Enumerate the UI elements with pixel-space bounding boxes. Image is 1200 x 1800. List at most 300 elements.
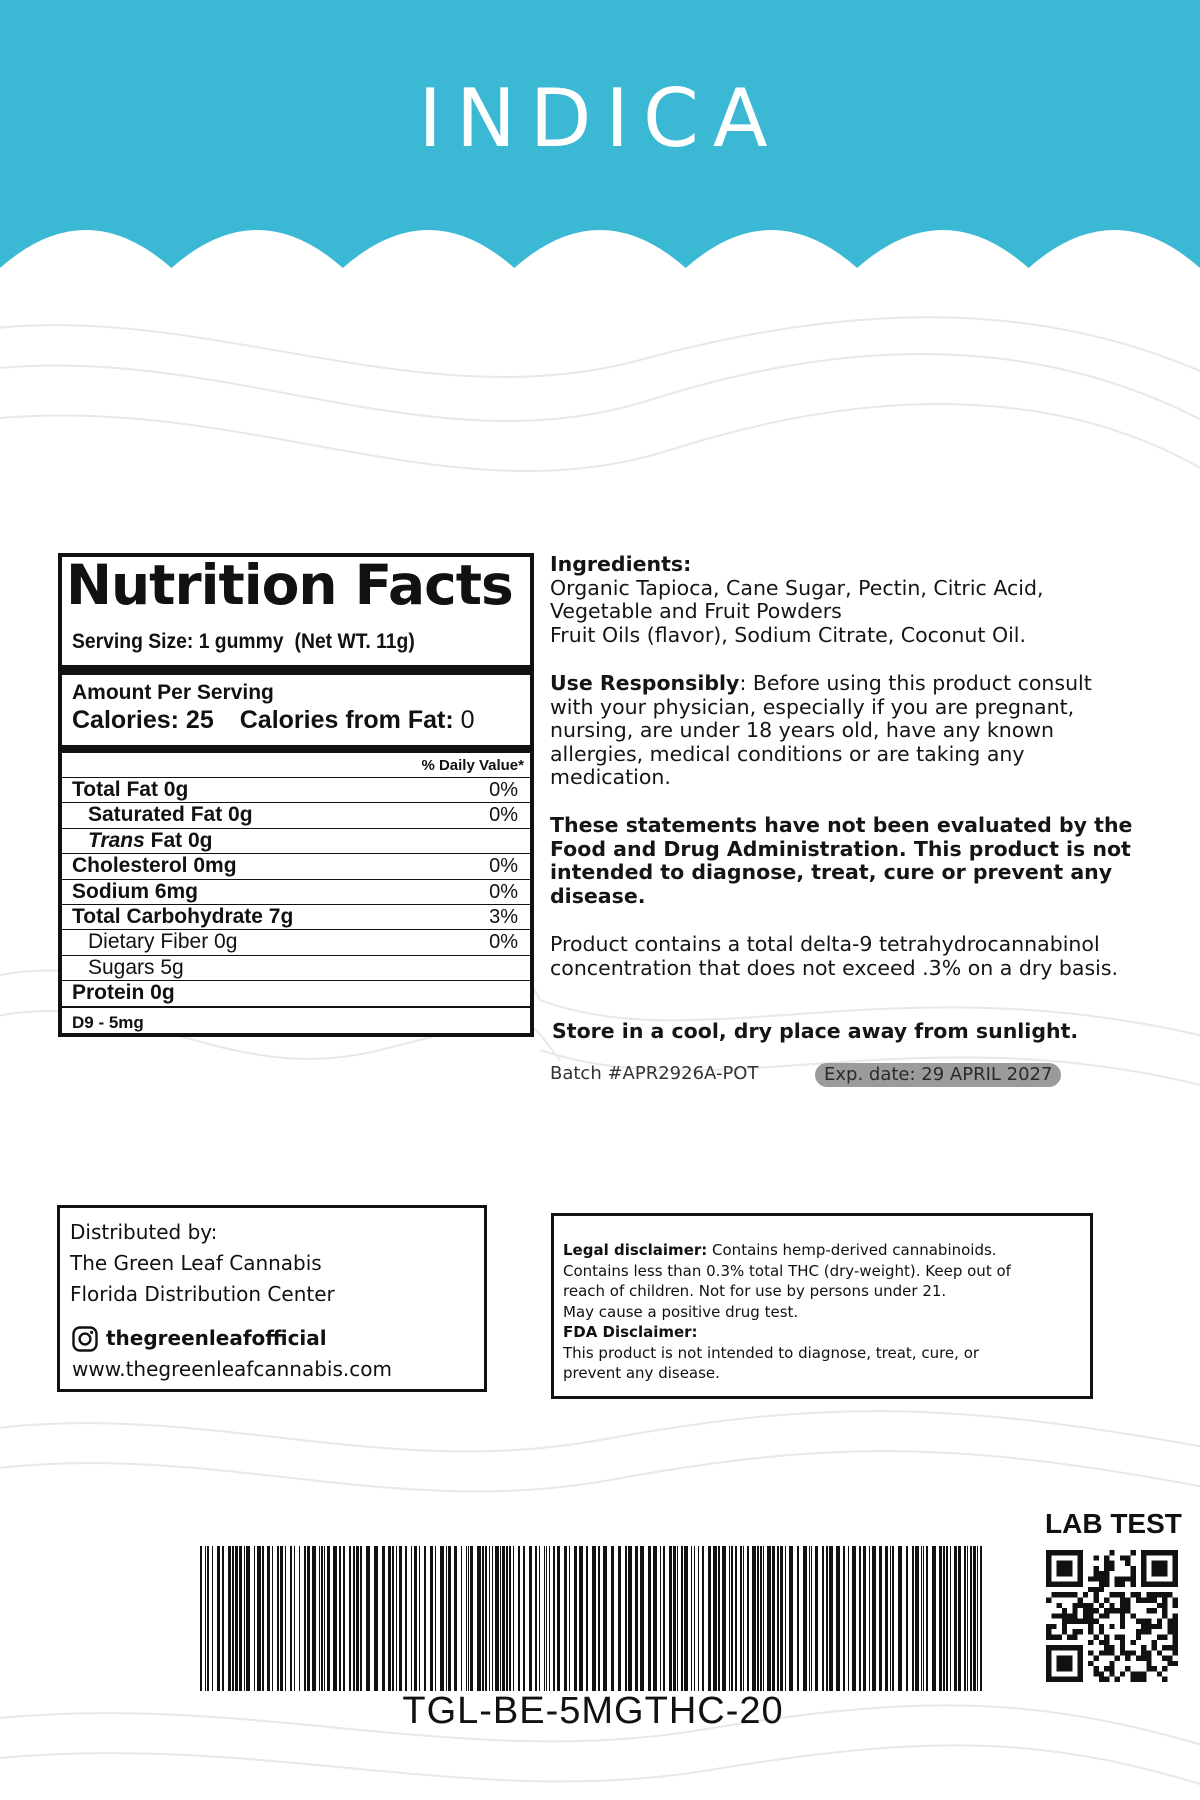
qr-module — [1141, 1598, 1146, 1603]
qr-module — [1046, 1561, 1051, 1566]
qr-module — [1067, 1645, 1072, 1650]
qr-module — [1088, 1613, 1093, 1618]
qr-code-icon[interactable] — [1046, 1550, 1178, 1682]
qr-module — [1078, 1576, 1083, 1581]
qr-module — [1062, 1613, 1067, 1618]
barcode-bar — [448, 1546, 451, 1691]
barcode-bar — [708, 1546, 711, 1691]
qr-module — [1088, 1587, 1093, 1592]
barcode-bar — [973, 1546, 976, 1691]
qr-module — [1115, 1634, 1120, 1639]
qr-module — [1141, 1571, 1146, 1576]
barcode-bar — [640, 1546, 644, 1691]
barcode-bar — [579, 1546, 583, 1691]
ingredients-heading: Ingredients: — [550, 552, 692, 576]
qr-module — [1141, 1555, 1146, 1560]
qr-module — [1062, 1561, 1067, 1566]
qr-module — [1046, 1550, 1051, 1555]
barcode-bar — [789, 1546, 793, 1691]
qr-module — [1157, 1571, 1162, 1576]
qr-module — [1083, 1603, 1088, 1608]
qr-module — [1125, 1603, 1130, 1608]
qr-module — [1099, 1603, 1104, 1608]
qr-module — [1167, 1582, 1172, 1587]
barcode-bar — [470, 1546, 473, 1691]
amount-per-serving: Amount Per Serving — [72, 681, 274, 704]
qr-module — [1057, 1603, 1062, 1608]
batch-number: Batch #APR2926A-POT — [550, 1063, 759, 1084]
barcode-bar — [757, 1546, 759, 1691]
qr-module — [1109, 1666, 1114, 1671]
qr-module — [1088, 1624, 1093, 1629]
ingredients-block — [550, 553, 1140, 647]
nutrient-row-saturated-fat: Saturated Fat 0g 0% — [62, 802, 530, 827]
barcode-bar — [603, 1546, 607, 1691]
barcode-bar — [324, 1546, 325, 1691]
barcode-bar — [826, 1546, 828, 1691]
qr-module — [1146, 1582, 1151, 1587]
calories-fat-value: 0 — [460, 706, 475, 734]
qr-module — [1067, 1677, 1072, 1682]
use-responsibly-heading: Use Responsibly — [550, 671, 740, 695]
qr-module — [1109, 1645, 1114, 1650]
qr-module — [1078, 1561, 1083, 1566]
barcode-bar — [967, 1546, 968, 1691]
instagram-icon[interactable] — [72, 1326, 98, 1352]
barcode-bar — [625, 1546, 627, 1691]
qr-module — [1173, 1640, 1178, 1645]
barcode-bar — [660, 1546, 661, 1691]
qr-module — [1099, 1587, 1104, 1592]
barcode-bar — [848, 1546, 849, 1691]
instagram-handle-link[interactable]: thegreenleafofficial — [106, 1326, 327, 1350]
barcode-bar — [735, 1546, 737, 1691]
qr-module — [1072, 1608, 1077, 1613]
nutrient-row-total-fat: Total Fat 0g 0% — [62, 777, 530, 802]
qr-module — [1046, 1582, 1051, 1587]
barcode-bar — [760, 1546, 762, 1691]
barcode-bar — [290, 1546, 292, 1691]
qr-module — [1120, 1613, 1125, 1618]
qr-module — [1062, 1619, 1067, 1624]
qr-module — [1152, 1592, 1157, 1597]
qr-module — [1136, 1656, 1141, 1661]
qr-module — [1109, 1603, 1114, 1608]
qr-module — [1083, 1608, 1088, 1613]
qr-module — [1067, 1656, 1072, 1661]
qr-module — [1141, 1671, 1146, 1676]
qr-module — [1072, 1645, 1077, 1650]
barcode-bar — [492, 1546, 493, 1691]
website-link[interactable]: www.thegreenleafcannabis.com — [72, 1357, 392, 1381]
barcode-bar — [592, 1546, 596, 1691]
qr-module — [1173, 1550, 1178, 1555]
qr-module — [1083, 1619, 1088, 1624]
barcode-bar — [943, 1546, 945, 1691]
barcode-bar — [915, 1546, 919, 1691]
distributor-heading: Distributed by: — [70, 1220, 218, 1244]
qr-module — [1141, 1619, 1146, 1624]
qr-module — [1078, 1645, 1083, 1650]
qr-module — [1046, 1624, 1051, 1629]
barcode-bar — [468, 1546, 469, 1691]
qr-module — [1088, 1576, 1093, 1581]
barcode-bar — [809, 1546, 810, 1691]
barcode-bar — [392, 1546, 394, 1691]
barcode-bar — [277, 1546, 279, 1691]
barcode-bar — [939, 1546, 942, 1691]
qr-module — [1046, 1666, 1051, 1671]
qr-module — [1141, 1561, 1146, 1566]
ingredients-line: Vegetable and Fruit Powders — [550, 599, 842, 623]
qr-module — [1173, 1629, 1178, 1634]
qr-module — [1125, 1650, 1130, 1655]
barcode-bar — [836, 1546, 840, 1691]
barcode-bar — [419, 1546, 420, 1691]
qr-module — [1046, 1634, 1051, 1639]
qr-module — [1078, 1661, 1083, 1666]
barcode-bar — [767, 1546, 771, 1691]
qr-module — [1115, 1592, 1120, 1597]
qr-module — [1051, 1613, 1056, 1618]
barcode-bar — [446, 1546, 447, 1691]
barcode-bar — [763, 1546, 764, 1691]
barcode-bar — [950, 1546, 951, 1691]
qr-module — [1072, 1613, 1077, 1618]
qr-module — [1094, 1555, 1099, 1560]
net-weight-text: (Net WT. 11g) — [294, 630, 415, 653]
qr-module — [1062, 1661, 1067, 1666]
ingredients-line: Organic Tapioca, Cane Sugar, Pectin, Citric Acid, — [550, 575, 1044, 600]
expiry-date-badge: Exp. date: 29 APRIL 2027 — [815, 1063, 1061, 1087]
barcode-bar — [618, 1546, 621, 1691]
qr-module — [1051, 1592, 1056, 1597]
barcode-bar — [239, 1546, 242, 1691]
barcode-bar — [333, 1546, 337, 1691]
barcode-bar — [843, 1546, 845, 1691]
barcode-bar — [294, 1546, 295, 1691]
qr-module — [1152, 1561, 1157, 1566]
barcode-bar — [353, 1546, 355, 1691]
barcode-bar — [977, 1546, 978, 1691]
qr-module — [1078, 1677, 1083, 1682]
barcode-bar — [872, 1546, 876, 1691]
qr-module — [1099, 1576, 1104, 1581]
qr-module — [1046, 1650, 1051, 1655]
qr-module — [1167, 1661, 1172, 1666]
barcode-bar — [681, 1546, 683, 1691]
qr-module — [1130, 1640, 1135, 1645]
qr-module — [1162, 1582, 1167, 1587]
qr-module — [1067, 1561, 1072, 1566]
barcode-bar — [477, 1546, 481, 1691]
barcode-bar — [272, 1546, 273, 1691]
barcode-bar — [729, 1546, 730, 1691]
barcode-bar — [553, 1546, 555, 1691]
qr-module — [1057, 1661, 1062, 1666]
barcode-bar — [946, 1546, 948, 1691]
delta9-statement-block — [550, 933, 1140, 980]
qr-module — [1146, 1629, 1151, 1634]
qr-module — [1146, 1650, 1151, 1655]
qr-module — [1099, 1640, 1104, 1645]
barcode-bar — [980, 1546, 982, 1691]
qr-module — [1146, 1656, 1151, 1661]
qr-module — [1046, 1598, 1051, 1603]
barcode-bar — [752, 1546, 756, 1691]
use-responsibly-text: : Before using this product consult with your physician, especially if you are pregnant, nursing, are under 18 years old, have any known allergies, medical conditions or are taking any medication. — [550, 671, 1092, 789]
qr-module — [1146, 1550, 1151, 1555]
qr-module — [1067, 1661, 1072, 1666]
qr-module — [1109, 1624, 1114, 1629]
barcode-bar — [648, 1546, 651, 1691]
qr-module — [1130, 1582, 1135, 1587]
barcode-bar — [713, 1546, 717, 1691]
use-responsibly-block — [550, 672, 1140, 790]
qr-module — [1109, 1608, 1114, 1613]
barcode-bar — [312, 1546, 316, 1691]
storage-text: Store in a cool, dry place away from sunlight. — [552, 1019, 1079, 1043]
qr-module — [1057, 1571, 1062, 1576]
qr-module — [1072, 1603, 1077, 1608]
barcode-bar — [262, 1546, 264, 1691]
qr-module — [1088, 1619, 1093, 1624]
barcode-bar — [747, 1546, 749, 1691]
barcode-bar — [702, 1546, 704, 1691]
qr-module — [1078, 1619, 1083, 1624]
qr-module — [1120, 1645, 1125, 1650]
barcode-bar — [366, 1546, 370, 1691]
qr-module — [1162, 1634, 1167, 1639]
thick-divider — [62, 745, 530, 753]
qr-module — [1141, 1624, 1146, 1629]
qr-module — [1109, 1561, 1114, 1566]
qr-module — [1088, 1603, 1093, 1608]
qr-module — [1057, 1592, 1062, 1597]
qr-module — [1062, 1592, 1067, 1597]
qr-module — [1152, 1550, 1157, 1555]
qr-module — [1104, 1555, 1109, 1560]
qr-module — [1072, 1592, 1077, 1597]
qr-module — [1104, 1598, 1109, 1603]
qr-module — [1094, 1598, 1099, 1603]
qr-module — [1104, 1613, 1109, 1618]
barcode-bar — [932, 1546, 936, 1691]
qr-module — [1162, 1613, 1167, 1618]
barcode-bar — [435, 1546, 436, 1691]
qr-module — [1051, 1677, 1056, 1682]
barcode-bar — [339, 1546, 341, 1691]
qr-module — [1130, 1576, 1135, 1581]
qr-module — [1125, 1576, 1130, 1581]
qr-module — [1051, 1624, 1056, 1629]
qr-module — [1057, 1645, 1062, 1650]
fda-disclaimer-heading: FDA Disclaimer: — [563, 1323, 698, 1341]
barcode-bar — [772, 1546, 775, 1691]
qr-module — [1157, 1634, 1162, 1639]
qr-module — [1120, 1608, 1125, 1613]
barcode-bar — [797, 1546, 799, 1691]
calories-value: Calories: 25 — [72, 706, 214, 734]
qr-module — [1094, 1634, 1099, 1639]
barcode-bar — [440, 1546, 444, 1691]
qr-module — [1136, 1634, 1141, 1639]
barcode-bar — [859, 1546, 861, 1691]
qr-module — [1051, 1645, 1056, 1650]
qr-module — [1062, 1666, 1067, 1671]
qr-module — [1162, 1645, 1167, 1650]
barcode-bar — [212, 1546, 213, 1691]
qr-module — [1057, 1666, 1062, 1671]
barcode-bar — [740, 1546, 742, 1691]
barcode-bar — [653, 1546, 657, 1691]
barcode-bar — [544, 1546, 545, 1691]
qr-module — [1078, 1566, 1083, 1571]
fda-statement-text: These statements have not been evaluated by the Food and Drug Administration. This product is not intended to diagnose, treat, cure or prevent any disease. — [550, 813, 1133, 908]
barcode-bar — [815, 1546, 818, 1691]
qr-module — [1130, 1650, 1135, 1655]
barcode-bar — [319, 1546, 320, 1691]
barcode-bar — [673, 1546, 676, 1691]
barcode-bar — [411, 1546, 412, 1691]
qr-module — [1062, 1645, 1067, 1650]
barcode-bar — [663, 1546, 665, 1691]
qr-module — [1104, 1640, 1109, 1645]
qr-module — [1067, 1634, 1072, 1639]
barcode-bar — [232, 1546, 234, 1691]
storage-block — [552, 1020, 1142, 1044]
qr-module — [1152, 1571, 1157, 1576]
barcode-bar — [890, 1546, 891, 1691]
qr-module — [1130, 1613, 1135, 1618]
barcode-bar — [892, 1546, 894, 1691]
qr-module — [1099, 1613, 1104, 1618]
qr-module — [1051, 1582, 1056, 1587]
qr-module — [1104, 1608, 1109, 1613]
qr-module — [1173, 1661, 1178, 1666]
barcode-bar — [811, 1546, 812, 1691]
qr-module — [1062, 1656, 1067, 1661]
qr-module — [1062, 1571, 1067, 1576]
qr-module — [1057, 1582, 1062, 1587]
barcode-bar — [718, 1546, 720, 1691]
barcode-bar — [327, 1546, 330, 1691]
thick-divider — [62, 665, 530, 675]
barcode-bar — [222, 1546, 224, 1691]
qr-module — [1130, 1592, 1135, 1597]
qr-module — [1067, 1566, 1072, 1571]
barcode-bar — [777, 1546, 779, 1691]
ingredients-line: Fruit Oils (flavor), Sodium Citrate, Coconut Oil. — [550, 622, 1027, 647]
qr-module — [1136, 1671, 1141, 1676]
qr-module — [1146, 1624, 1151, 1629]
barcode-bar — [964, 1546, 966, 1691]
qr-module — [1094, 1571, 1099, 1576]
barcode-bar — [466, 1546, 467, 1691]
qr-module — [1088, 1650, 1093, 1655]
barcode-bar — [731, 1546, 733, 1691]
barcode-bar — [898, 1546, 902, 1691]
qr-module — [1109, 1650, 1114, 1655]
barcode-bar — [698, 1546, 699, 1691]
qr-module — [1062, 1550, 1067, 1555]
qr-module — [1072, 1634, 1077, 1639]
qr-module — [1062, 1624, 1067, 1629]
qr-module — [1120, 1598, 1125, 1603]
barcode — [198, 1546, 988, 1691]
barcode-bar — [684, 1546, 688, 1691]
barcode-bar — [574, 1546, 577, 1691]
barcode-bar — [564, 1546, 567, 1691]
distributor-name: The Green Leaf Cannabis — [70, 1251, 322, 1275]
qr-module — [1067, 1666, 1072, 1671]
calories-line — [72, 706, 475, 735]
qr-module — [1157, 1550, 1162, 1555]
nutrient-row-protein: Protein 0g — [62, 980, 530, 1005]
barcode-bar — [396, 1546, 397, 1691]
qr-module — [1120, 1603, 1125, 1608]
barcode-bar — [518, 1546, 520, 1691]
qr-module — [1078, 1550, 1083, 1555]
qr-module — [1152, 1598, 1157, 1603]
qr-module — [1094, 1566, 1099, 1571]
qr-module — [1078, 1656, 1083, 1661]
barcode-bar — [217, 1546, 220, 1691]
qr-module — [1078, 1666, 1083, 1671]
qr-module — [1130, 1671, 1135, 1676]
qr-module — [1062, 1629, 1067, 1634]
qr-module — [1146, 1608, 1151, 1613]
qr-module — [1072, 1582, 1077, 1587]
qr-module — [1109, 1661, 1114, 1666]
qr-module — [1162, 1592, 1167, 1597]
barcode-bar — [635, 1546, 638, 1691]
qr-module — [1130, 1566, 1135, 1571]
barcode-bar — [557, 1546, 560, 1691]
qr-module — [1104, 1576, 1109, 1581]
qr-module — [1130, 1677, 1135, 1682]
barcode-bar — [454, 1546, 457, 1691]
qr-module — [1157, 1650, 1162, 1655]
barcode-bar — [280, 1546, 283, 1691]
qr-module — [1099, 1582, 1104, 1587]
barcode-bar — [529, 1546, 532, 1691]
qr-module — [1078, 1598, 1083, 1603]
qr-module — [1078, 1671, 1083, 1676]
qr-module — [1109, 1671, 1114, 1676]
serving-size — [72, 630, 415, 654]
barcode-bar — [954, 1546, 957, 1691]
barcode-bar — [235, 1546, 238, 1691]
qr-module — [1088, 1608, 1093, 1613]
qr-module — [1130, 1550, 1135, 1555]
qr-module — [1157, 1582, 1162, 1587]
qr-module — [1109, 1550, 1114, 1555]
qr-module — [1120, 1671, 1125, 1676]
qr-module — [1046, 1645, 1051, 1650]
qr-module — [1125, 1555, 1130, 1560]
qr-module — [1157, 1624, 1162, 1629]
nutrient-row-total-carbohydrate: Total Carbohydrate 7g 3% — [62, 904, 530, 929]
barcode-bar — [205, 1546, 206, 1691]
barcode-bar — [628, 1546, 632, 1691]
qr-module — [1104, 1571, 1109, 1576]
qr-module — [1067, 1619, 1072, 1624]
qr-module — [1141, 1629, 1146, 1634]
qr-module — [1120, 1650, 1125, 1655]
barcode-bar — [879, 1546, 882, 1691]
qr-module — [1046, 1576, 1051, 1581]
